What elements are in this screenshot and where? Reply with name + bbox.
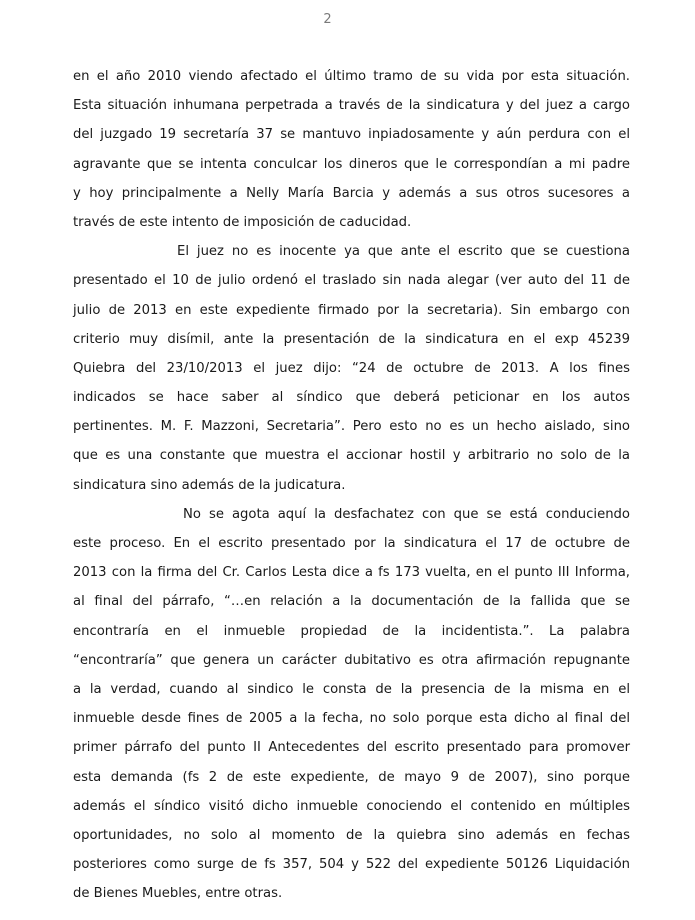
text-line: No se agota aquí la desfachatez con que se está conduciendo xyxy=(183,506,630,522)
text-line: 2013 con la firma del Cr. Carlos Lesta dice a fs 173 vuelta, en el punto III Informa, xyxy=(73,565,630,581)
text-line: indicados se hace saber al síndico que deberá peticionar en los autos xyxy=(73,390,630,406)
paragraph-3 xyxy=(73,500,630,909)
paragraph-1 xyxy=(73,62,630,237)
text-line: inmueble desde fines de 2005 a la fecha, no solo porque esta dicho al final del xyxy=(73,711,630,727)
text-line: “encontraría” que genera un carácter dubitativo es otra afirmación repugnante xyxy=(73,652,630,668)
text-line: Quiebra del 23/10/2013 el juez dijo: “24 de octubre de 2013. A los fines xyxy=(73,360,630,376)
text-line: agravante que se intenta conculcar los dineros que le correspondían a mi padre xyxy=(73,156,630,172)
text-line: El juez no es inocente ya que ante el escrito que se cuestiona xyxy=(177,244,630,260)
text-line: al final del párrafo, “…en relación a la documentación de la fallida que se xyxy=(73,594,630,610)
text-line: encontraría en el inmueble propiedad de la incidentista.”. La palabra xyxy=(73,623,630,639)
text-line: pertinentes. M. F. Mazzoni, Secretaria”. Pero esto no es un hecho aislado, sino xyxy=(73,419,630,435)
page-number: 2 xyxy=(323,12,332,27)
text-line: del juzgado 19 secretaría 37 se mantuvo inpiadosamente y aún perdura con el xyxy=(73,127,630,143)
text-line: y hoy principalmente a Nelly María Barcia y además a sus otros sucesores a xyxy=(73,185,630,201)
document-body xyxy=(73,62,630,908)
text-line: a la verdad, cuando al sindico le consta de la presencia de la misma en el xyxy=(73,681,630,697)
text-line: Esta situación inhumana perpetrada a través de la sindicatura y del juez a cargo xyxy=(73,98,630,114)
paragraph-2 xyxy=(73,237,630,500)
text-line: este proceso. En el escrito presentado por la sindicatura el 17 de octubre de xyxy=(73,536,630,551)
text-line: que es una constante que muestra el accionar hostil y arbitrario no solo de la xyxy=(73,448,630,464)
text-line: esta demanda (fs 2 de este expediente, de mayo 9 de 2007), sino porque xyxy=(73,769,630,785)
text-line: primer párrafo del punto II Antecedentes del escrito presentado para promover xyxy=(73,740,630,756)
text-line: presentado el 10 de julio ordenó el traslado sin nada alegar (ver auto del 11 de xyxy=(73,273,630,289)
text-line: sindicatura sino además de la judicatura. xyxy=(73,477,346,493)
text-line: de Bienes Muebles, entre otras. xyxy=(73,886,283,902)
text-line: criterio muy disímil, ante la presentación de la sindicatura en el exp 45239 xyxy=(73,331,630,347)
text-line: través de este intento de imposición de caducidad. xyxy=(73,214,412,230)
text-line: julio de 2013 en este expediente firmado por la secretaria). Sin embargo con xyxy=(73,302,630,318)
text-line: además el síndico visitó dicho inmueble conociendo el contenido en múltiples xyxy=(73,798,630,814)
text-line: oportunidades, no solo al momento de la quiebra sino además en fechas xyxy=(73,827,630,843)
text-line: posteriores como surge de fs 357, 504 y 522 del expediente 50126 Liquidación xyxy=(73,857,630,873)
text-line: en el año 2010 viendo afectado el último tramo de su vida por esta situación. xyxy=(73,69,630,84)
